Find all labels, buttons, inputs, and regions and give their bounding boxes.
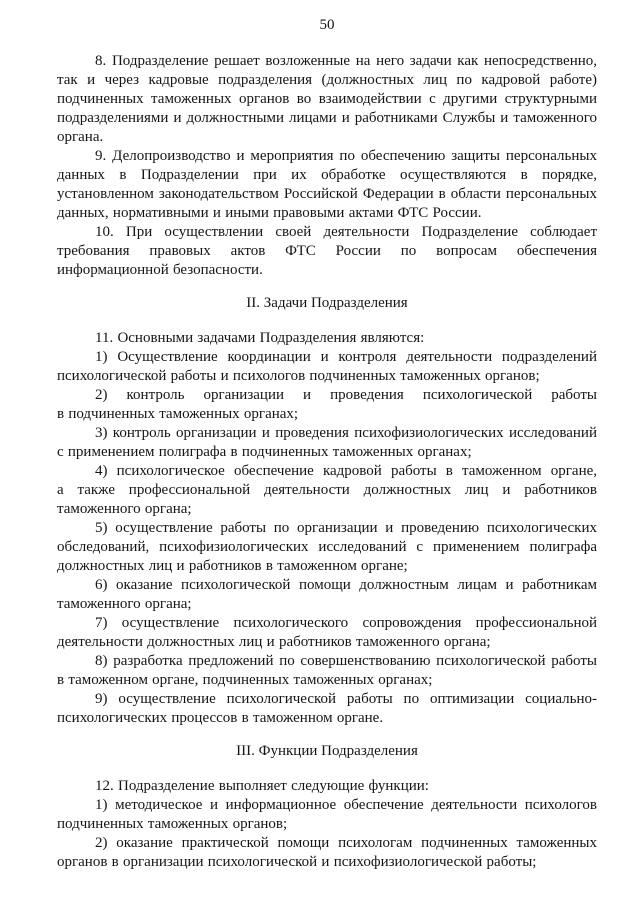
task-item-4: 4) психологическое обеспечение кадровой работы в таможенном органе, а также профессиональной деятельности должностных лиц и работников таможенного органа; [57, 463, 597, 517]
task-item-9: 9) осуществление психологической работы по оптимизации социально-психологических процессов в таможенном органе. [57, 691, 597, 726]
function-item-1: 1) методическое и информационное обеспечение деятельности психологов подчиненных таможенных органов; [57, 797, 597, 832]
paragraph-12: 12. Подразделение выполняет следующие функции: [95, 778, 429, 794]
section-heading-tasks: II. Задачи Подразделения [246, 295, 408, 311]
section-heading-functions: III. Функции Подразделения [236, 743, 418, 759]
task-item-3: 3) контроль организации и проведения психофизиологических исследований с применением полиграфа в подчиненных таможенных органах; [57, 425, 597, 460]
task-item-5: 5) осуществление работы по организации и проведению психологических обследований, психофизиологических исследований с применением полиграфа должностных лиц и работников в таможенном органе; [57, 520, 597, 574]
function-item-2: 2) оказание практической помощи психологам подчиненных таможенных органов в организации психологической и психофизиологической работы; [57, 835, 597, 870]
task-item-8: 8) разработка предложений по совершенствованию психологической работы в таможенном органе, подчиненных таможенных органах; [57, 653, 597, 688]
paragraph-10: 10. При осуществлении своей деятельности Подразделение соблюдает требования правовых актов ФТС России по вопросам обеспечения информационной безопасности. [57, 224, 597, 278]
task-item-1: 1) Осуществление координации и контроля деятельности подразделений психологической работы и психологов подчиненных таможенных органов; [57, 349, 597, 384]
paragraph-9: 9. Делопроизводство и мероприятия по обеспечению защиты персональных данных в Подразделении при их обработке осуществляются в порядке, установленном законодательством Российской Федерации в области персональных данных, нормативными и иными правовыми актами ФТС России. [57, 148, 597, 221]
task-item-7: 7) осуществление психологического сопровождения профессиональной деятельности должностных лиц и работников таможенного органа; [57, 615, 597, 650]
paragraph-8: 8. Подразделение решает возложенные на него задачи как непосредственно, так и через кадровые подразделения (должностных лиц по кадровой работе) подчиненных таможенных органов во взаимодействии с другими структурными подразделениями и должностными лицами и работниками Службы и таможенного органа. [57, 53, 597, 145]
task-item-6: 6) оказание психологической помощи должностным лицам и работникам таможенного органа; [57, 577, 597, 612]
page-number: 50 [319, 17, 335, 33]
paragraph-11: 11. Основными задачами Подразделения являются: [95, 330, 425, 346]
task-item-2: 2) контроль организации и проведения психологической работы в подчиненных таможенных органах; [57, 387, 597, 422]
